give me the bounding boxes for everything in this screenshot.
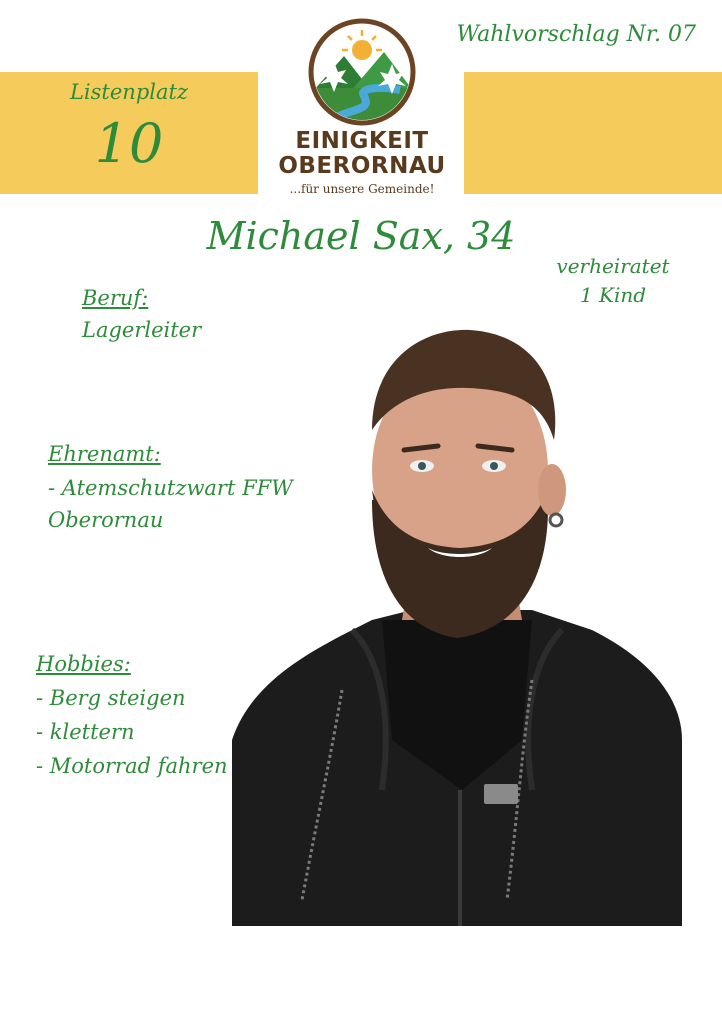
logo-emblem-icon — [262, 10, 462, 128]
logo-title-line2: OBERORNAU — [278, 153, 446, 179]
list-position-number: 10 — [94, 112, 164, 175]
volunteer-heading: Ehrenamt: — [48, 442, 161, 466]
logo-title-line1: EINIGKEIT — [295, 128, 429, 154]
candidate-name-age: Michael Sax, 34 — [206, 214, 516, 258]
hobby-item: - Berg steigen — [36, 686, 186, 710]
ballot-number: Wahlvorschlag Nr. 07 — [456, 22, 696, 47]
volunteer-line: Oberornau — [48, 508, 164, 532]
list-position-label: Listenplatz — [69, 80, 188, 104]
party-logo — [262, 10, 462, 200]
logo-slogan: ...für unsere Gemeinde! — [289, 182, 435, 196]
family-status: verheiratet — [556, 254, 670, 278]
children-count: 1 Kind — [579, 283, 647, 307]
hobby-item: - Motorrad fahren — [36, 754, 228, 778]
volunteer-line: - Atemschutzwart FFW — [48, 476, 293, 500]
occupation-heading: Beruf: — [82, 286, 149, 310]
hobbies-heading: Hobbies: — [36, 652, 131, 676]
header-band-right — [464, 72, 722, 194]
occupation-line: Lagerleiter — [82, 318, 202, 342]
candidate-photo — [232, 320, 682, 926]
hobby-item: - klettern — [36, 720, 135, 744]
